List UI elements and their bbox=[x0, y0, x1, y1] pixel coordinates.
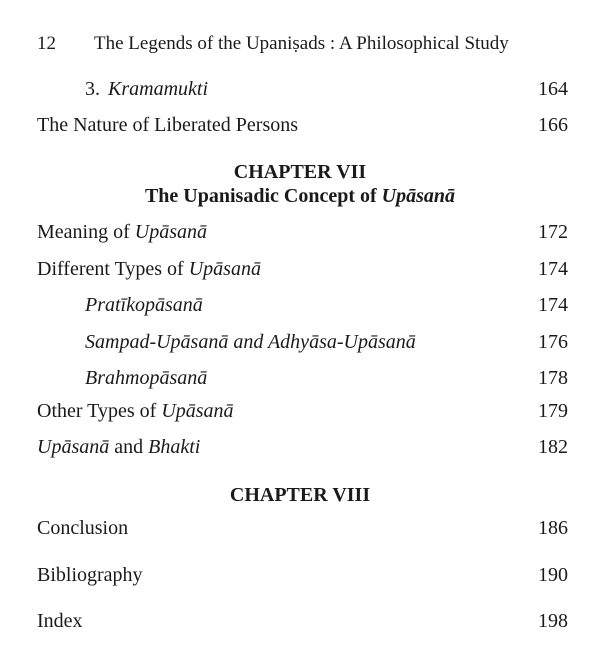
chapter-heading: CHAPTER VIII bbox=[229, 484, 371, 506]
toc-entry-page: 166 bbox=[538, 114, 568, 136]
toc-entry-title: Conclusion bbox=[37, 517, 129, 539]
toc-entry-page: 182 bbox=[538, 436, 568, 458]
toc-entry-title: Index bbox=[37, 610, 83, 632]
toc-entry-title: Bibliography bbox=[37, 564, 143, 586]
toc-entry-page: 172 bbox=[538, 221, 568, 243]
page-number: 12 bbox=[37, 33, 56, 54]
toc-entry bbox=[37, 434, 568, 460]
chapter-subtitle-italic: Upāsanā bbox=[381, 185, 456, 207]
toc-entry-page: 179 bbox=[538, 400, 568, 422]
toc-entry-title: Brahmopāsanā bbox=[85, 367, 208, 389]
toc-entry-title: Sampad-Upāsanā and Adhyāsa-Upāsanā bbox=[85, 331, 416, 353]
toc-entry-page: 176 bbox=[538, 331, 568, 353]
toc-entry-page: 198 bbox=[538, 610, 568, 632]
toc-entry-title: Kramamukti bbox=[108, 78, 208, 100]
toc-entry bbox=[37, 219, 568, 245]
toc-entry bbox=[37, 608, 568, 634]
toc-entry-page: 186 bbox=[538, 517, 568, 539]
toc-entry-title: The Nature of Liberated Persons bbox=[37, 114, 299, 136]
toc-entry bbox=[37, 256, 568, 282]
toc-entry bbox=[37, 562, 568, 588]
toc-entry-title: Pratīkopāsanā bbox=[85, 294, 203, 316]
toc-entry-title: Different Types of Upāsanā bbox=[37, 258, 261, 280]
toc-entry-label bbox=[85, 76, 208, 102]
chapter-subtitle-text: The Upanisadic Concept of bbox=[144, 185, 382, 207]
running-head bbox=[37, 33, 509, 55]
toc-subentry bbox=[37, 292, 568, 318]
toc-entry-number: 3. bbox=[85, 78, 100, 100]
toc-entry-title: Upāsanā and Bhakti bbox=[37, 436, 201, 458]
toc-entry-page: 164 bbox=[538, 78, 568, 100]
toc-entry-page: 174 bbox=[538, 294, 568, 316]
chapter-heading: CHAPTER VII bbox=[233, 161, 367, 183]
toc-entry bbox=[37, 515, 568, 541]
toc-entry bbox=[37, 76, 568, 102]
toc-entry-title: Meaning of Upāsanā bbox=[37, 221, 207, 243]
toc-entry bbox=[37, 398, 568, 424]
toc-entry-title: Other Types of Upāsanā bbox=[37, 400, 234, 422]
toc-subentry bbox=[37, 365, 568, 391]
toc-entry bbox=[37, 112, 568, 138]
running-head-title: The Legends of the Upaniṣads : A Philosophical Study bbox=[94, 33, 509, 54]
toc-entry-page: 190 bbox=[538, 564, 568, 586]
chapter-subtitle bbox=[0, 184, 600, 208]
toc-entry-page: 174 bbox=[538, 258, 568, 280]
toc-subentry bbox=[37, 329, 568, 355]
toc-entry-page: 178 bbox=[538, 367, 568, 389]
